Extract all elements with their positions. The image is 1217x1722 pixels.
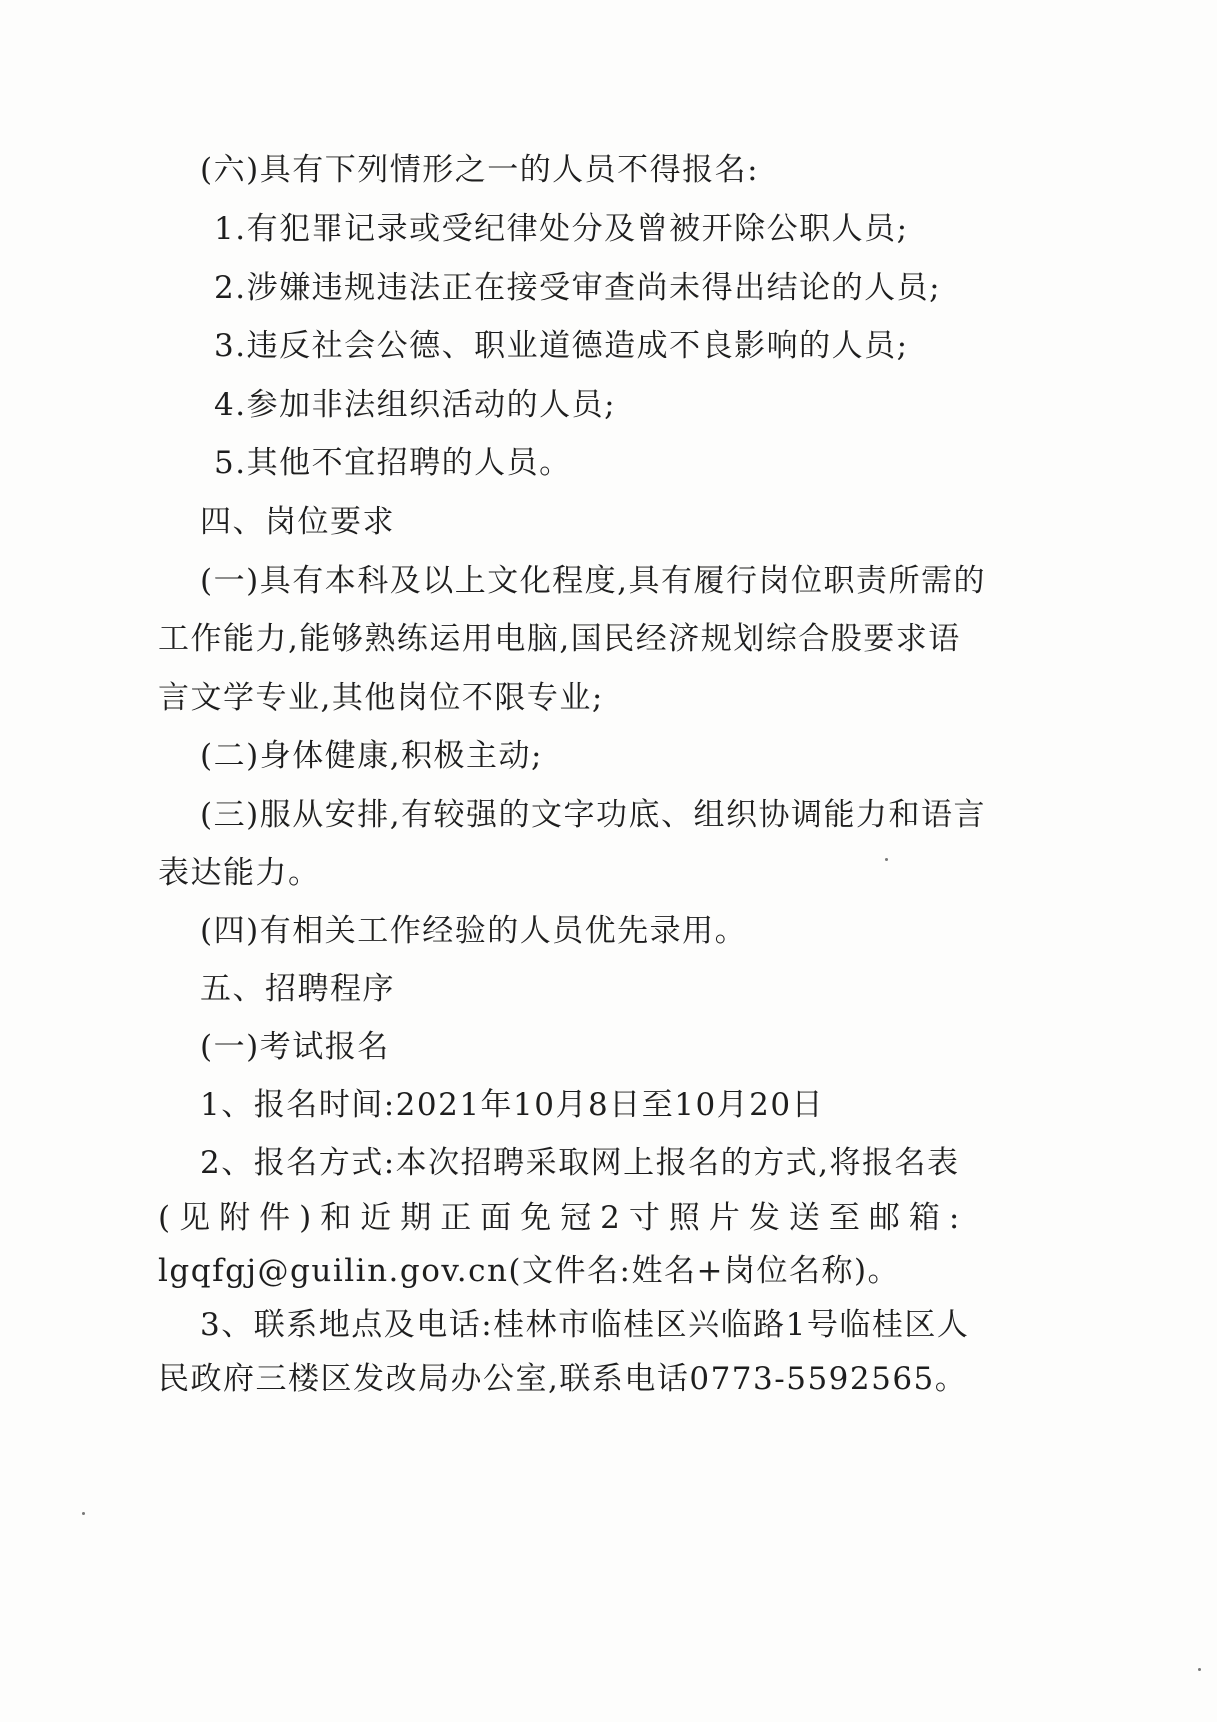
scan-speck: [82, 1512, 85, 1515]
clause-6-item-4: 4.参加非法组织活动的人员;: [214, 387, 617, 423]
contact-line-2: 民政府三楼区发改局办公室,联系电话0773-5592565。: [158, 1361, 968, 1397]
clause-6-item-3: 3.违反社会公德、职业道德造成不良影响的人员;: [214, 328, 909, 364]
registration-method-line-2: (见附件)和近期正面免冠2寸照片发送至邮箱:: [158, 1200, 969, 1236]
section-5-sub-1-heading: (一)考试报名: [200, 1029, 390, 1065]
section-4-req-2: (二)身体健康,积极主动;: [200, 738, 543, 774]
section-4-heading: 四、岗位要求: [200, 504, 395, 540]
section-4-req-4: (四)有相关工作经验的人员优先录用。: [200, 913, 748, 949]
contact-line-1: 3、联系地点及电话:桂林市临桂区兴临路1号临桂区人: [200, 1307, 970, 1343]
clause-6-item-1: 1.有犯罪记录或受纪律处分及曾被开除公职人员;: [214, 211, 909, 247]
registration-time: 1、报名时间:2021年10月8日至10月20日: [200, 1087, 825, 1123]
section-4-req-1-line-1: (一)具有本科及以上文化程度,具有履行岗位职责所需的: [200, 563, 987, 599]
scan-speck: [1198, 1668, 1201, 1671]
section-5-heading: 五、招聘程序: [200, 971, 395, 1007]
registration-method-line-1: 2、报名方式:本次招聘采取网上报名的方式,将报名表: [200, 1145, 960, 1181]
section-4-req-3-line-2: 表达能力。: [158, 855, 321, 891]
section-4-req-3-line-1: (三)服从安排,有较强的文字功底、组织协调能力和语言: [200, 797, 987, 833]
clause-6-heading: (六)具有下列情形之一的人员不得报名:: [200, 152, 760, 188]
section-4-req-1-line-2: 工作能力,能够熟练运用电脑,国民经济规划综合股要求语: [158, 621, 961, 657]
clause-6-item-5: 5.其他不宜招聘的人员。: [214, 445, 572, 481]
section-4-req-1-line-3: 言文学专业,其他岗位不限专业;: [158, 680, 604, 716]
scan-speck: [885, 858, 888, 861]
clause-6-item-2: 2.涉嫌违规违法正在接受审查尚未得出结论的人员;: [214, 270, 942, 306]
registration-method-line-3: lgqfgj@guilin.gov.cn(文件名:姓名+岗位名称)。: [158, 1253, 901, 1289]
